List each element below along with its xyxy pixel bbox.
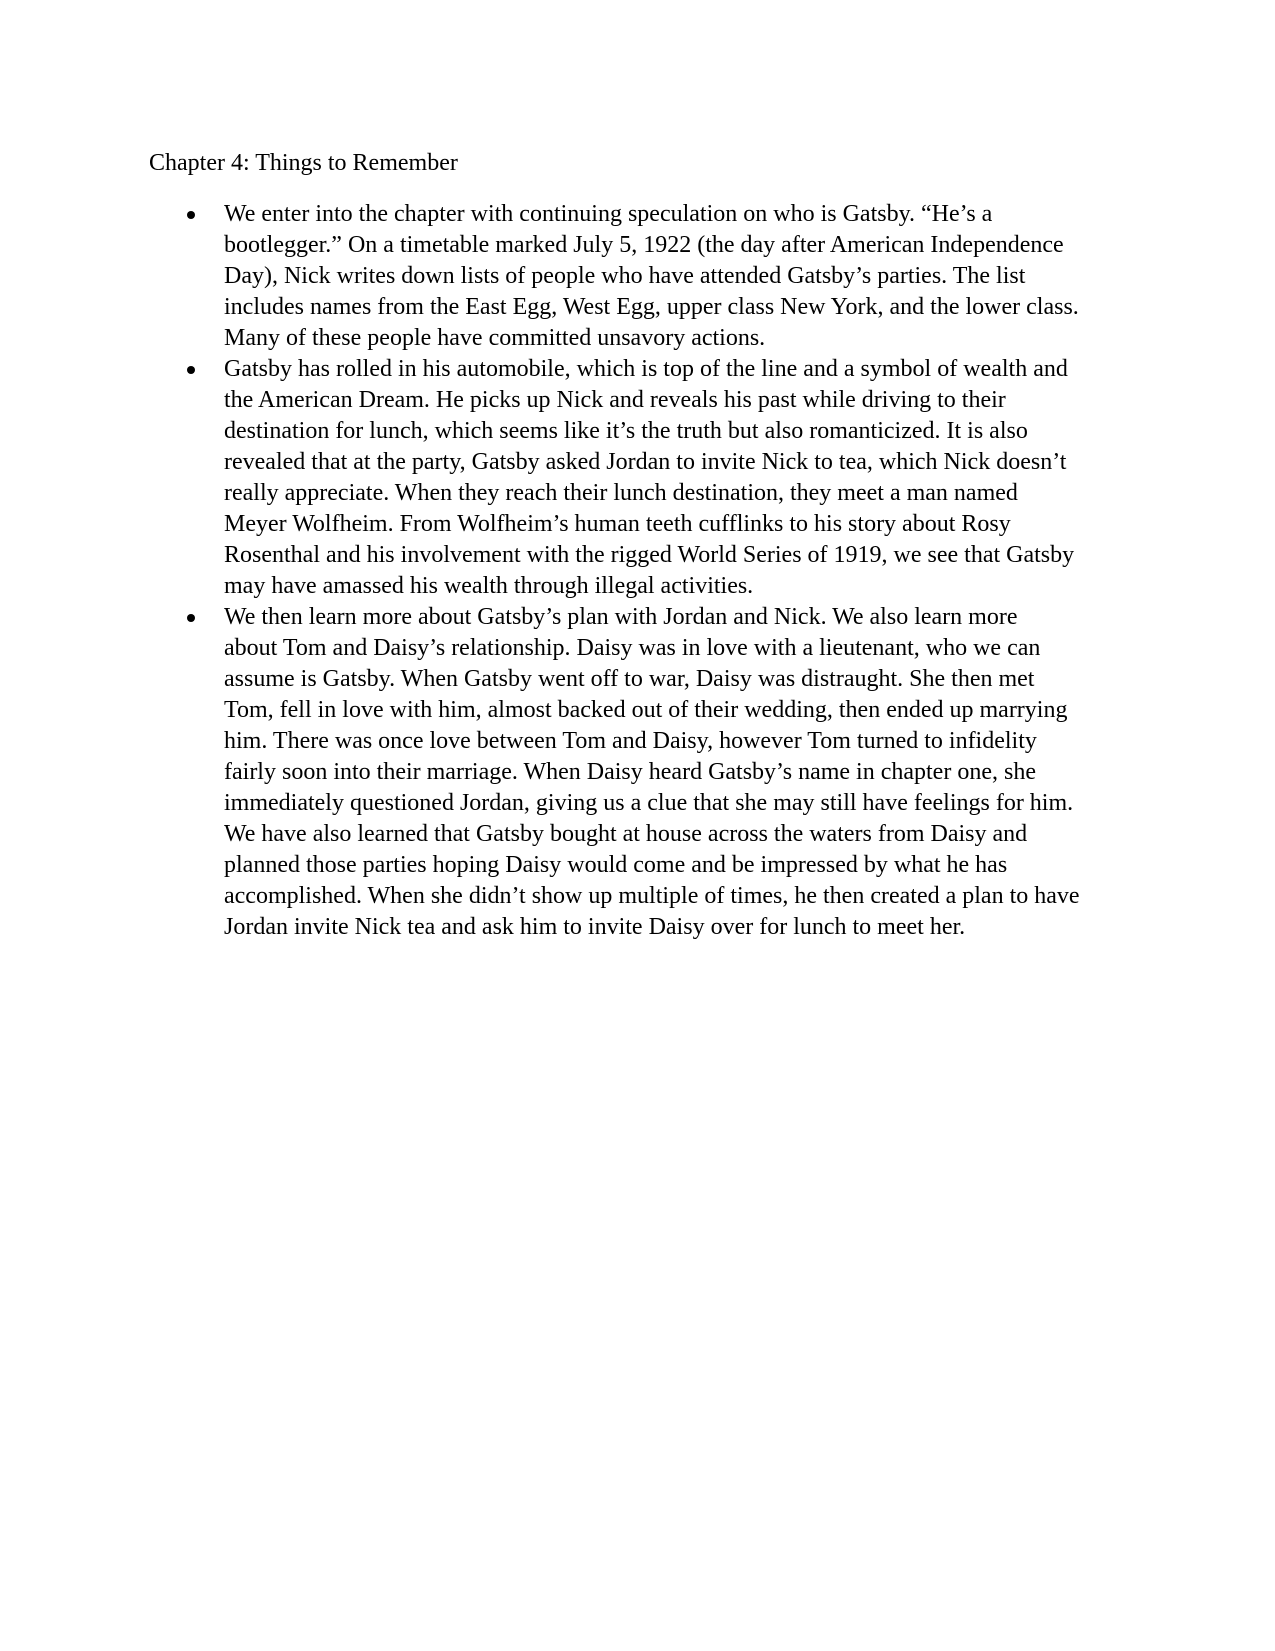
text-line: We enter into the chapter with continuing speculation on who is Gatsby. “He’s a bbox=[224, 201, 993, 227]
text-line: really appreciate. When they reach their lunch destination, they meet a man named bbox=[224, 480, 1018, 506]
text-line: Meyer Wolfheim. From Wolfheim’s human teeth cufflinks to his story about Rosy bbox=[224, 511, 1011, 537]
bullet-item-3 bbox=[0, 602, 1124, 943]
text-line: assume is Gatsby. When Gatsby went off to war, Daisy was distraught. She then met bbox=[224, 666, 1035, 692]
text-line: about Tom and Daisy’s relationship. Daisy was in love with a lieutenant, who we can bbox=[224, 635, 1041, 661]
text-line: may have amassed his wealth through illegal activities. bbox=[224, 573, 754, 599]
text-line: We then learn more about Gatsby’s plan with Jordan and Nick. We also learn more bbox=[224, 604, 1018, 630]
text-line: We have also learned that Gatsby bought at house across the waters from Daisy and bbox=[224, 821, 1028, 847]
text-line: destination for lunch, which seems like it’s the truth but also romanticized. It is also bbox=[224, 418, 1028, 444]
text-line: Day), Nick writes down lists of people who have attended Gatsby’s parties. The list bbox=[224, 263, 1026, 289]
text-line: Gatsby has rolled in his automobile, which is top of the line and a symbol of wealth and bbox=[224, 356, 1068, 382]
text-line: revealed that at the party, Gatsby asked Jordan to invite Nick to tea, which Nick doesn’t bbox=[224, 449, 1067, 475]
text-line: fairly soon into their marriage. When Daisy heard Gatsby’s name in chapter one, she bbox=[224, 759, 1036, 785]
bullet-dot-icon bbox=[187, 211, 195, 219]
text-line: immediately questioned Jordan, giving us a clue that she may still have feelings for him. bbox=[224, 790, 1074, 816]
text-line: bootlegger.” On a timetable marked July 5, 1922 (the day after American Independence bbox=[224, 232, 1064, 258]
text-line: the American Dream. He picks up Nick and reveals his past while driving to their bbox=[224, 387, 1006, 413]
text-line: Rosenthal and his involvement with the rigged World Series of 1919, we see that Gatsby bbox=[224, 542, 1075, 568]
text-line: Many of these people have committed unsavory actions. bbox=[224, 325, 766, 351]
bullet-dot-icon bbox=[187, 614, 195, 622]
text-line: accomplished. When she didn’t show up multiple of times, he then created a plan to have bbox=[224, 883, 1080, 909]
text-line: Tom, fell in love with him, almost backed out of their wedding, then ended up marrying bbox=[224, 697, 1068, 723]
bullet-list bbox=[0, 199, 1275, 943]
text-line: him. There was once love between Tom and Daisy, however Tom turned to infidelity bbox=[224, 728, 1037, 754]
bullet-item-2 bbox=[0, 354, 1124, 602]
text-line: Jordan invite Nick tea and ask him to invite Daisy over for lunch to meet her. bbox=[224, 914, 966, 940]
bullet-dot-icon bbox=[187, 366, 195, 374]
bullet-item-1 bbox=[0, 199, 1124, 354]
text-line: planned those parties hoping Daisy would come and be impressed by what he has bbox=[224, 852, 1008, 878]
page-title: Chapter 4: Things to Remember bbox=[149, 150, 458, 176]
text-line: includes names from the East Egg, West Egg, upper class New York, and the lower class. bbox=[224, 294, 1079, 320]
